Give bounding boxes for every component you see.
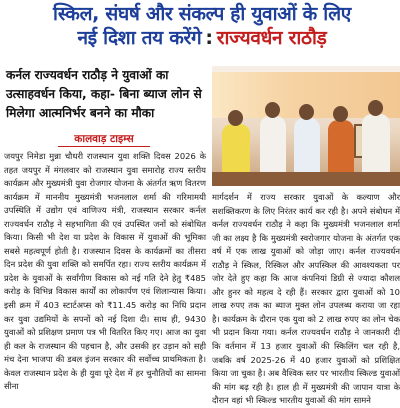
- article-column-left: जयपुर निमेडा मुन्ना चौधरी राजस्थान युवा शक्ति दिवस 2026 के तहत जयपुर में मंगलवार को राजस्थान युवा समारोह राज्य स्तरीय कार्यक्रम और मुख्यमंत्री युवा रोजगार योजना के अंतर्गत ऋण वितरण कार्यक्रम में माननीय मुख्यमंत्री भजनलाल शर्मा की गरिमामयी उपस्थिति में उद्योग एवं वाणिज्य मंत्री, राजस्थान सरकार कर्नल राज्यवर्धन राठौड़ ने सहभागिता की एवं उपस्थित जनों को संबोधित किया। किसी भी देश या प्रदेश के विकास में युवाओं की भूमिका सबसे महत्वपूर्ण होती है। राजस्थान दिवस के कार्यक्रमों का तीसरा दिन प्रदेश की युवा शक्ति को समर्पित रहा। राज्य स्तरीय कार्यक्रम में प्रदेश के युवाओं के सर्वांगीण विकास को नई गति देने हेतु ₹485 करोड़ के विभिन्न विकास कार्यों का लोकार्पण एवं शिलान्यास किया। इसी क्रम में 403 स्टार्टअप्स को ₹11.45 करोड़ का निधि प्रदान कर युवा उद्यमियों के सपनों को नई दिशा दी। साथ ही, 9430 युवाओं को प्रशिक्षण प्रमाण पत्र भी वितरित किए गए। आज का युवा ही कल के राजस्थान की पहचान है, और उसकी हर उड़ान को सही मंच देना भाजपा की डबल इंजन सरकार की सर्वोच्च प्राथमिकता है। केवल राजस्थान प्रदेश के ही युवा पूरे देश में हर चुनौतियों का सामना सीना: [4, 151, 206, 392]
- stage-floor: [212, 172, 400, 186]
- person-3-head: [299, 104, 314, 120]
- headline-byline: राज्यवर्धन राठौड़: [216, 27, 327, 49]
- person-2-head: [265, 102, 280, 118]
- subheadline: कर्नल राज्यवर्धन राठौड़ ने युवाओं का उत्साहवर्धन किया, कहा- बिना ब्याज लोन से मिलेगा आत्मनिर्भर बनने का मौका: [6, 68, 202, 120]
- headline-line-1: स्किल, संघर्ष और संकल्प ही युवाओं के लिए: [53, 3, 351, 25]
- publication-name: कालवाड़ टाइम्स: [58, 132, 150, 147]
- person-4-head: [333, 106, 348, 122]
- person-1-head: [228, 110, 243, 126]
- headline-line-2: [4, 26, 400, 50]
- event-photo: [212, 66, 400, 186]
- article-column-right: मार्गदर्शन में राज्य सरकार युवाओं के कल्याण और सशक्तिकरण के लिए निरंतर कार्य कर रही है। अपने संबोधन में कर्नल राज्यवर्धन राठौड़ ने कहा कि मुख्यमंत्री भजनलाल शर्मा जी का लक्ष्य है कि मुख्यमंत्री स्वरोजगार योजना के अंतर्गत एक वर्ष में एक लाख युवाओं को जोड़ा जाए। कर्नल राज्यवर्धन राठौड़ ने स्किल, रिस्किल और अपस्किल की आवश्यकता पर जोर देते हुए कहा कि आज कंपनियां डिग्री से ज्यादा कौशल और हुनर को महत्व दे रही हैं। सरकार द्वारा युवाओं को 10 लाख रुपए तक का ब्याज मुक्त लोन उपलब्ध कराया जा रहा है। कार्यक्रम के दौरान एक युवा को 2 लाख रुपए का लोन चेक भी प्रदान किया गया। कर्नल राज्यवर्धन राठौड़ ने जानकारी दी कि वर्तमान में 13 हजार युवाओं की स्किलिंग चल रही है, जबकि वर्ष 2025-26 में 40 हजार युवाओं को प्रशिक्षित किया जा चुका है। अब वैश्विक स्तर पर भारतीय स्किल्ड युवाओं की मांग बढ़ रही है। हाल ही में मुख्यमंत्री की जापान यात्रा के दौरान वहां भी स्किल्ड भारतीय युवाओं की मांग सामने: [212, 192, 400, 406]
- headline-main: नई दिशा तय करेंगे: [77, 27, 202, 49]
- person-5-head: [368, 100, 383, 116]
- headline: [4, 2, 400, 50]
- headline-separator: :: [205, 27, 213, 49]
